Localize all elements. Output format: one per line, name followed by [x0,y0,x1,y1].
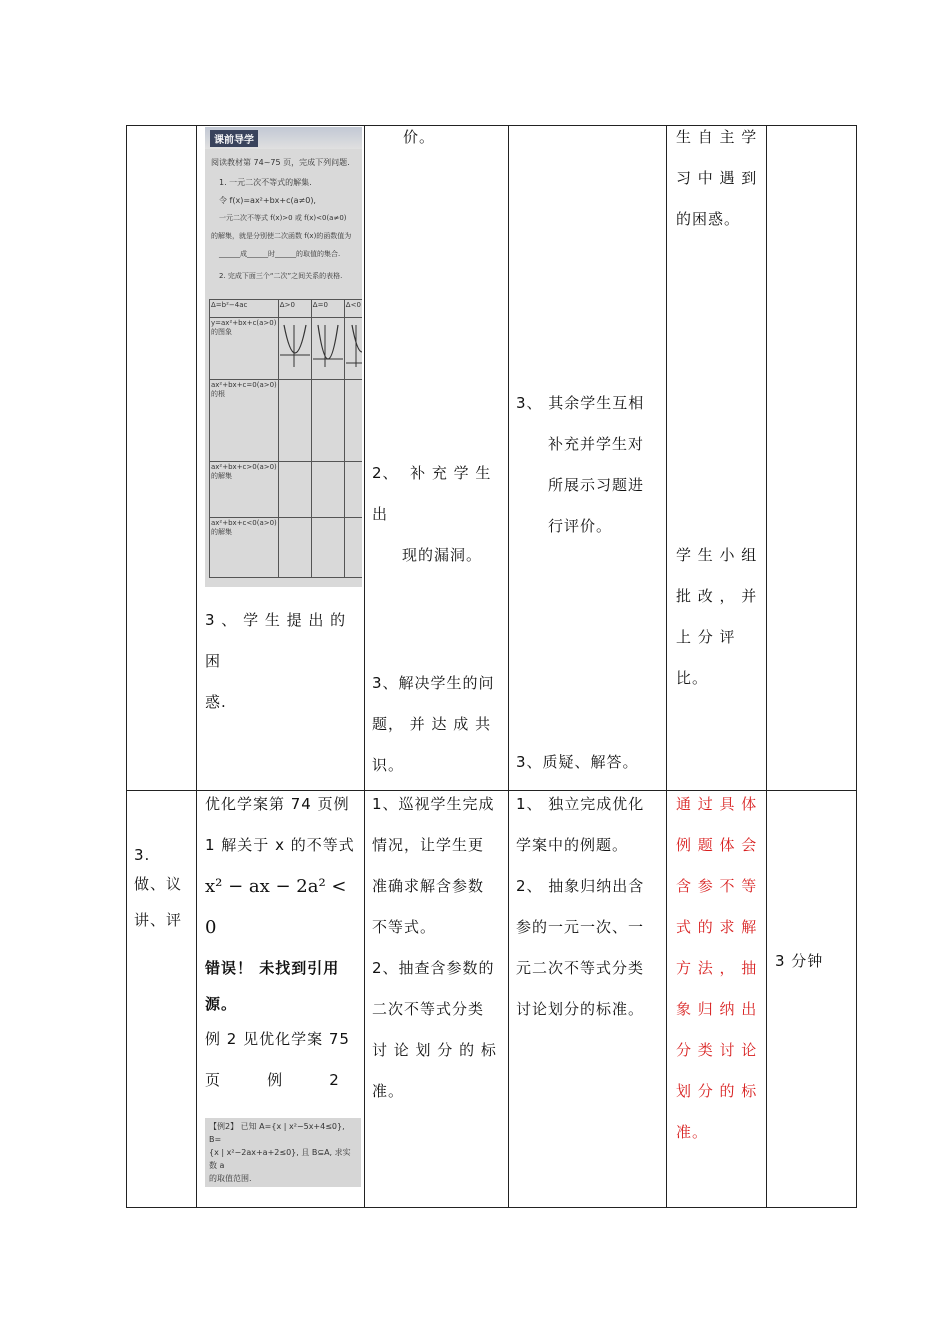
scan-table-row-label: ax²+bx+c<0(a>0)的解集 [210,518,279,578]
table-bottom-border [126,1207,857,1208]
scan-line: ______成______时______的取值的集合. [219,250,341,258]
example-2-scan-image: 【例2】 已知 A={x | x²−5x+4≤0}, B= {x | x²−2ax+a+2≤0}, 且 B⊆A, 求实数 a 的取值范围. [205,1118,361,1187]
col-border-5 [766,125,767,1208]
reference-error-text: 源。 [205,995,238,1013]
scan-table-head: Δ=0 [311,300,344,318]
row1-col3-top: 价。 [403,128,436,146]
scan-table-row-label: ax²+bx+c=0(a>0)的根 [210,380,279,462]
row1-col3-bottom: 3、解决学生的问 题， 并 达 成 共 识。 [372,674,495,774]
scan-line: 的解集，就是分别使二次函数 f(x)的函数值为 [211,232,352,240]
row1-col4-bottom: 3、质疑、解答。 [516,753,639,771]
row1-col4-mid: 3、 其余学生互相 补充并学生对 所展示习题进 行评价。 [516,394,645,535]
reference-error-text: 错误！ 未找到引用 [205,959,340,977]
scan-table-head: Δ=b²−4ac [210,300,279,318]
parabola-one-root-graph [311,318,344,380]
scan-table-head: Δ<0 [344,300,362,318]
worksheet-scan-image [205,127,362,587]
parabola-two-roots-graph [278,318,311,380]
scan-line: 1. 一元二次不等式的解集. [219,178,312,187]
scan-table-row-label: y=ax²+bx+c(a>0)的图象 [210,318,279,380]
scan-line: 令 f(x)=ax²+bx+c(a≠0), [219,196,316,205]
col-border-4 [666,125,667,1208]
row2-col1-stage: 3. 做、议 讲、评 [134,846,183,929]
scan-header [205,127,362,149]
col-border-2 [364,125,365,1208]
row1-col3-mid: 2、 补 充 学 生 出 现的漏洞。 [372,464,492,564]
col-border-6 [856,125,857,1208]
row1-col5-mid: 学 生 小 组 批 改 ， 并 上 分 评 比。 [676,546,758,687]
row1-col2-student-questions: 3 、 学 生 提 出 的 困 惑. [205,611,347,711]
parabola-no-root-graph [344,318,362,380]
scan-table-row-label: ax²+bx+c>0(a>0)的解集 [210,462,279,518]
scan-table-head: Δ>0 [278,300,311,318]
col-border-1 [196,125,197,1208]
scan-line: 2. 完成下面三个“二次”之间关系的表格. [219,272,343,280]
col-border-3 [508,125,509,1208]
row2-col3-teacher-activity: 1、巡视学生完成 情况，让学生更 准确求解含参数 不等式。 2、抽查含参数的 二次不等式分类 讨 论 划 分 的 标 准。 [372,795,497,1100]
row2-col5-design-intent: 通 过 具 体 例 题 体 会 含 参 不 等 式 的 求 解 方 法 ， 抽 象 归 纳 出 分 类 讨 论 划 分 的 标 准。 [676,795,758,1141]
col-border-0 [126,125,127,1208]
row2-col2-exercises: 优化学案第 74 页例 1 解关于 x 的不等式 x² − ax − 2a² < 0 错误！ 未找到引用 源。 例 2 见优化学案 75 页 例 2 [205,784,359,1101]
scan-line: 阅读教材第 74~75 页，完成下列问题. [211,158,350,167]
inequality-formula: x² − ax − 2a² < 0 [205,876,347,938]
row2-col6-duration: 3 分钟 [775,952,824,970]
scan-header-label: 课前导学 [210,130,258,147]
row2-col4-student-activity: 1、 独立完成优化 学案中的例题。 2、 抽象归纳出含 参的一元一次、一 元二次不等式分类 讨论划分的标准。 [516,795,645,1018]
scan-line: 一元二次不等式 f(x)>0 或 f(x)<0(a≠0) [219,214,347,222]
row1-col5-top: 生 自 主 学 习 中 遇 到 的困惑。 [676,128,758,228]
scan-relation-table [209,299,362,578]
